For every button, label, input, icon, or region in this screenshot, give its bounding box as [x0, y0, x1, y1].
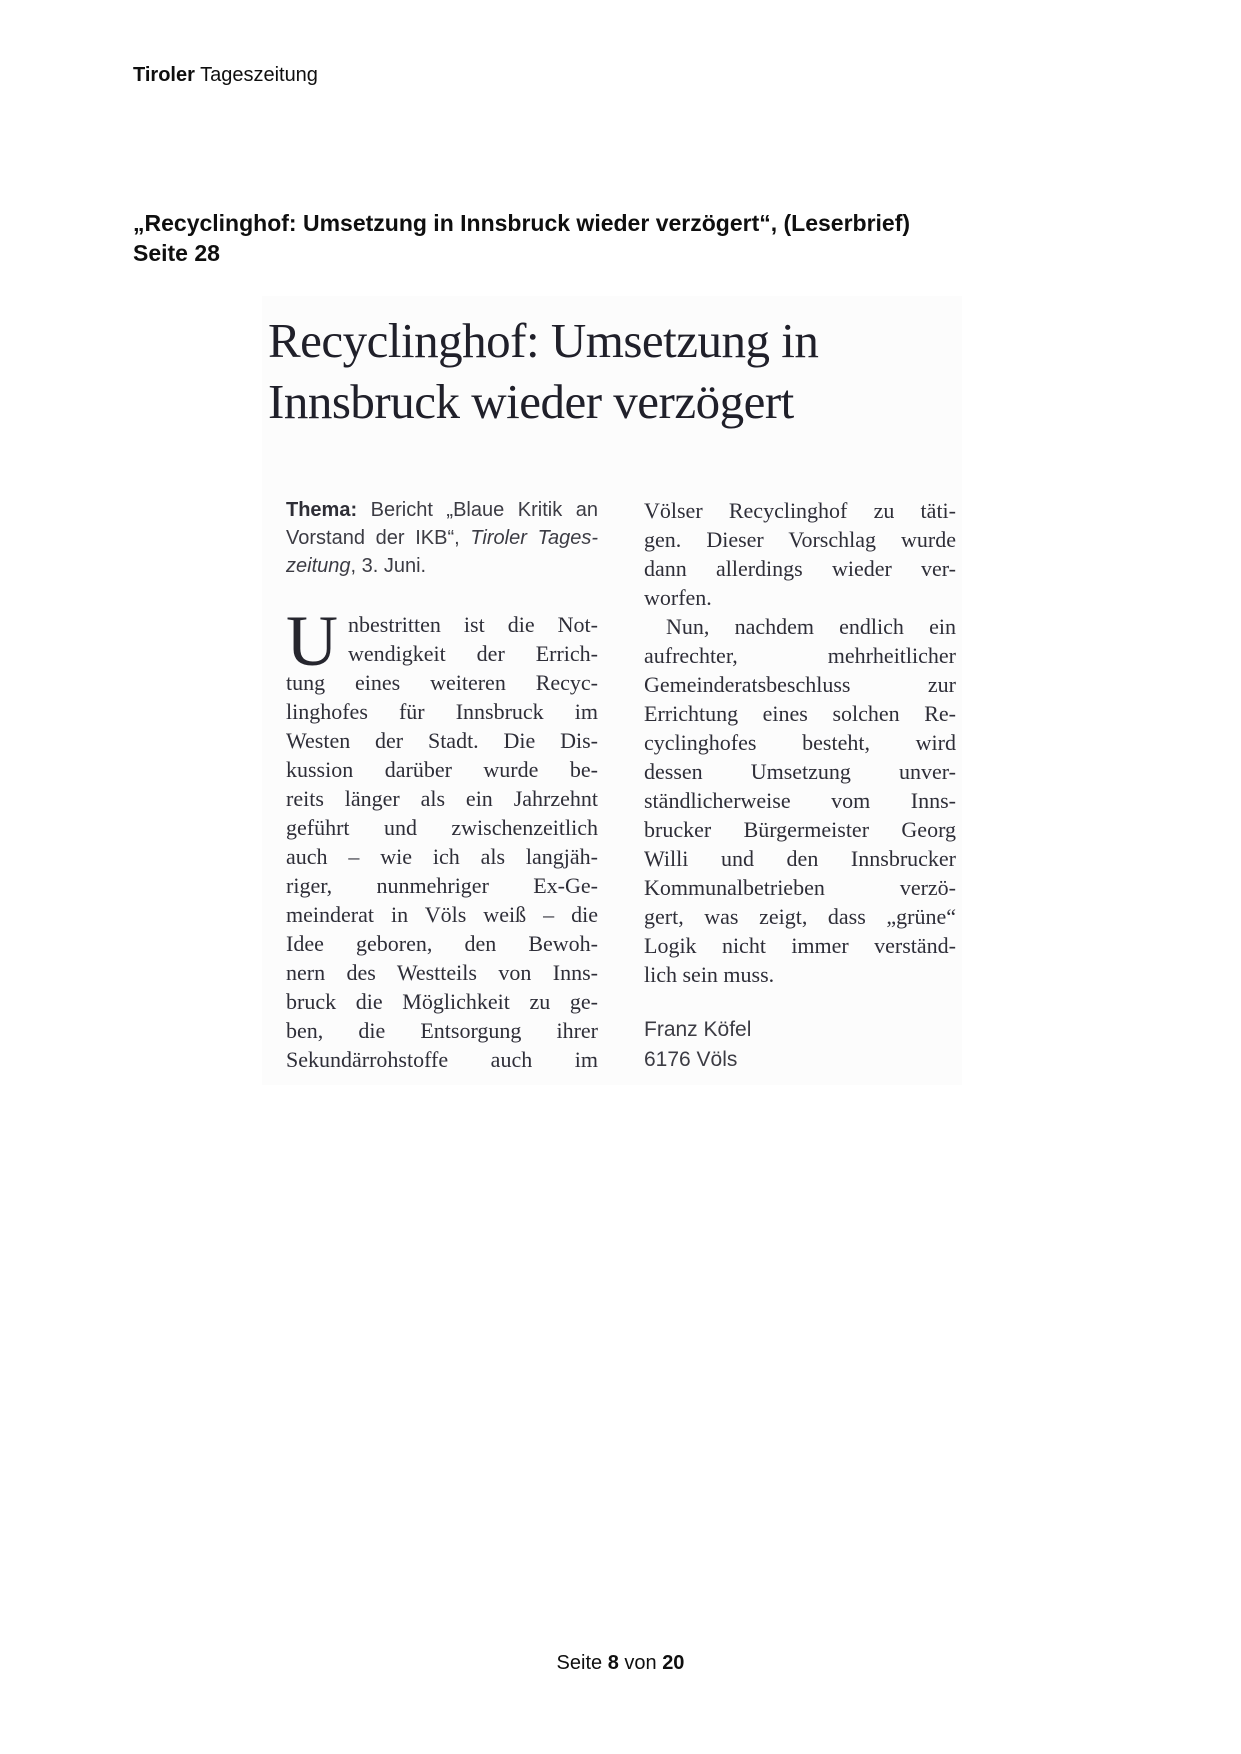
text-line: gen. Dieser Vorschlag wurde	[644, 527, 956, 552]
text-segment: Thema:	[286, 499, 358, 521]
text-line: lich sein muss.	[644, 962, 775, 987]
newspaper-brand	[133, 62, 318, 88]
text-line: auch – wie ich als langjäh-	[286, 844, 598, 869]
text-line: cyclinghofes besteht, wird	[644, 730, 956, 755]
meta-title-line1: „Recyclinghof: Umsetzung in Innsbruck wieder verzögert“, (Leserbrief)	[133, 210, 911, 236]
left-column	[286, 496, 598, 1075]
text-line: dessen Umsetzung unver-	[644, 759, 956, 784]
right-column-body	[644, 496, 956, 989]
footer-page-number: 8	[607, 1652, 619, 1674]
footer-of: von	[618, 1652, 663, 1674]
text-line: ben, die Entsorgung ihrer	[286, 1018, 598, 1043]
left-column-body	[286, 601, 598, 1074]
text-line: riger, nunmehriger Ex-Ge-	[286, 873, 598, 898]
text-line: Logik nicht immer verständ-	[644, 933, 956, 958]
text-line: dann allerdings wieder ver-	[644, 556, 956, 581]
text-line: Kommunalbetrieben verzö-	[644, 875, 956, 900]
text-line: Idee geboren, den Bewoh-	[286, 931, 598, 956]
text-line: Recyclinghof: Umsetzung in	[268, 313, 819, 368]
text-line: kussion darüber wurde be-	[286, 757, 598, 782]
article-headline	[268, 310, 962, 432]
text-line: nern des Westteils von Inns-	[286, 960, 598, 985]
text-line: Sekundärrohstoffe auch im	[286, 1047, 598, 1072]
page-footer	[0, 1650, 1241, 1676]
text-line: Westen der Stadt. Die Dis-	[286, 728, 598, 753]
thema-block	[286, 496, 598, 580]
text-line: Errichtung eines solchen Re-	[644, 701, 956, 726]
text-line: aufrechter, mehrheitlicher	[644, 643, 956, 668]
footer-prefix: Seite	[556, 1652, 608, 1674]
text-line: wendigkeit der Errich-	[348, 641, 598, 666]
clipping-meta-title	[133, 208, 1073, 268]
author-name: Franz Köfel	[644, 1018, 752, 1041]
text-segment: Vorstand der IKB“,	[286, 527, 471, 549]
text-line: brucker Bürgermeister Georg	[644, 817, 956, 842]
text-line: tung eines weiteren Recyc-	[286, 670, 598, 695]
right-column	[644, 496, 956, 1075]
text-segment: Tiroler Tages-	[470, 527, 598, 549]
text-segment: , 3. Juni.	[350, 555, 427, 577]
article-columns	[262, 496, 962, 1075]
text-line: reits länger als ein Jahrzehnt	[286, 786, 598, 811]
footer-total-pages: 20	[662, 1652, 685, 1674]
paragraph	[644, 496, 956, 612]
text-segment: zeitung	[286, 555, 351, 577]
text-line	[286, 496, 598, 524]
text-line: geführt und zwischenzeitlich	[286, 815, 598, 840]
brand-rest: Tageszeitung	[194, 64, 318, 86]
text-line: nbestritten ist die Not-	[348, 612, 598, 637]
text-line: linghofes für Innsbruck im	[286, 699, 598, 724]
text-line: bruck die Möglichkeit zu ge-	[286, 989, 598, 1014]
drop-cap: U	[286, 601, 338, 681]
text-line	[286, 524, 598, 552]
paragraph	[286, 601, 598, 1074]
text-line: gert, was zeigt, dass „grüne“	[644, 904, 956, 929]
text-line: meinderat in Völs weiß – die	[286, 902, 598, 927]
text-line: Nun, nachdem endlich ein	[666, 614, 956, 639]
brand-bold: Tiroler	[133, 64, 195, 86]
author-location: 6176 Völs	[644, 1048, 738, 1071]
meta-title-line2: Seite 28	[133, 240, 220, 266]
author-signature	[644, 1015, 956, 1075]
text-line: worfen.	[644, 585, 712, 610]
paragraph	[644, 612, 956, 989]
text-line: Völser Recyclinghof zu täti-	[644, 498, 956, 523]
article-clipping	[262, 296, 962, 1085]
text-segment: Bericht „Blaue Kritik an	[357, 499, 598, 521]
text-line: ständlicherweise vom Inns-	[644, 788, 956, 813]
text-line: Gemeinderatsbeschluss zur	[644, 672, 956, 697]
text-line: Willi und den Innsbrucker	[644, 846, 956, 871]
text-line	[286, 552, 598, 580]
text-line: Innsbruck wieder verzögert	[268, 374, 794, 429]
